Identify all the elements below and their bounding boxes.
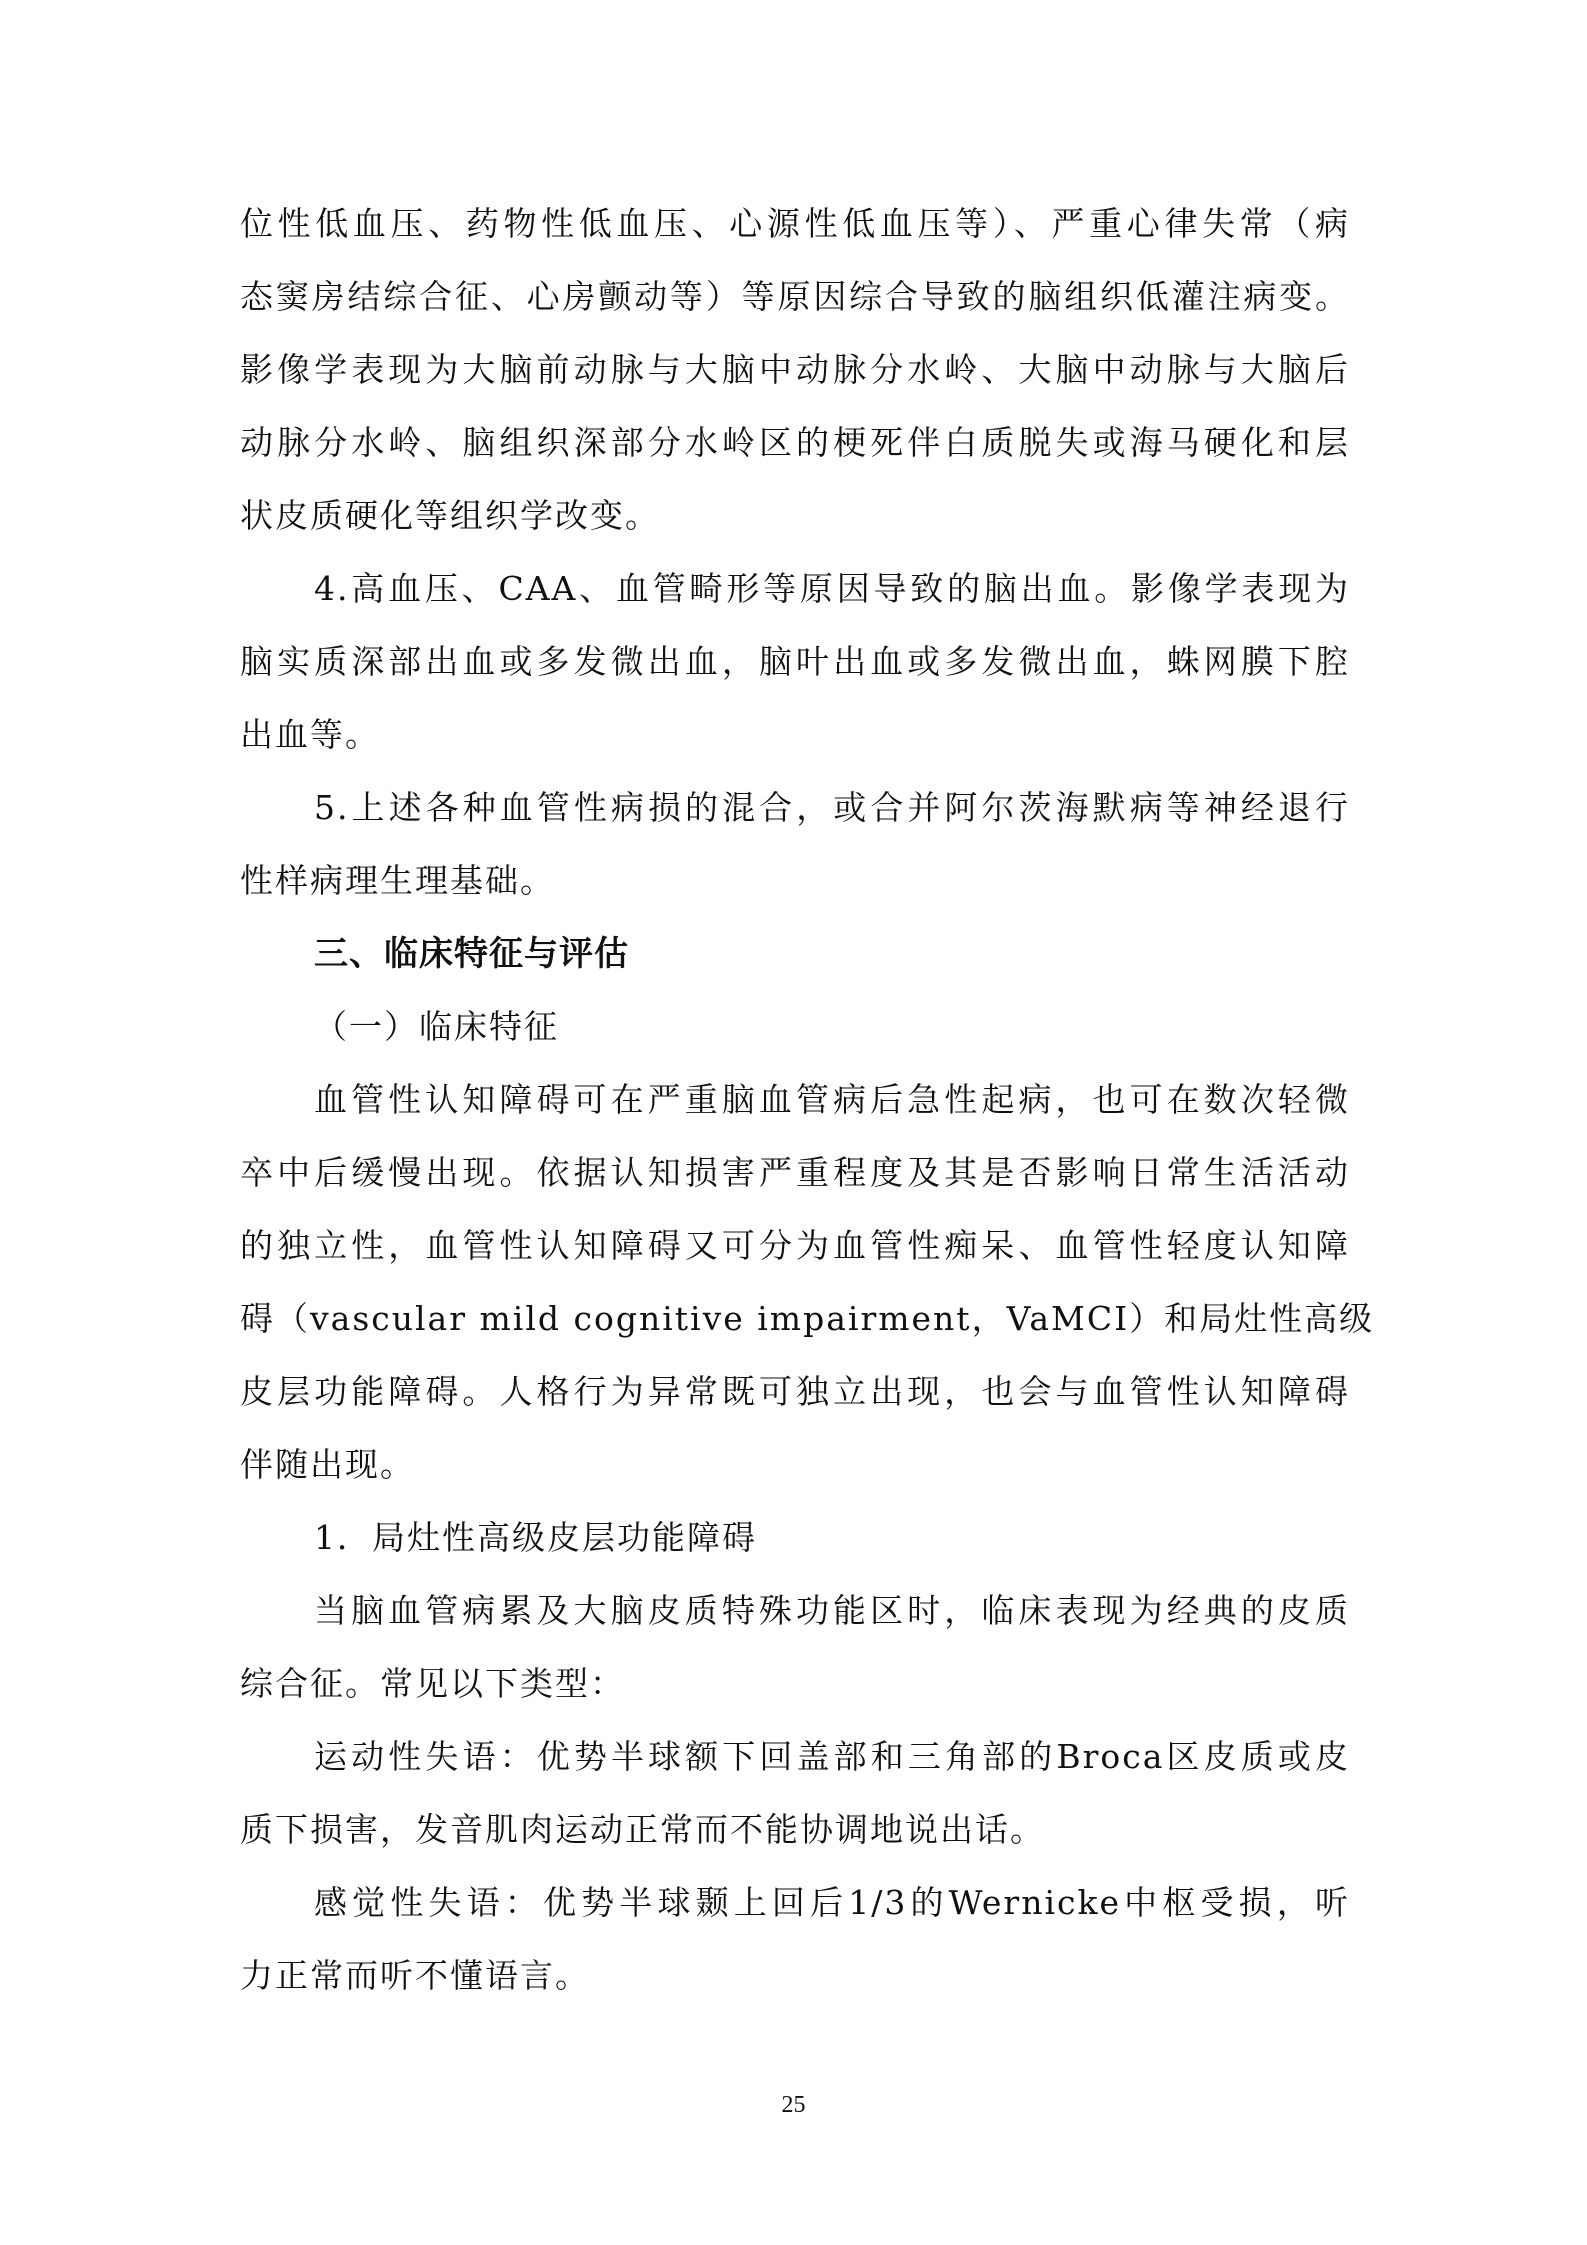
- paragraph-line: 感觉性失语：优势半球颞上回后1/3的Wernicke中枢受损，听: [314, 1883, 1350, 1922]
- paragraph-line: 态窦房结综合征、心房颤动等）等原因综合导致的脑组织低灌注病变。: [240, 277, 1350, 316]
- paragraph-line: 位性低血压、药物性低血压、心源性低血压等）、严重心律失常（病: [240, 204, 1350, 243]
- list-item-4: 4.高血压、CAA、血管畸形等原因导致的脑出血。影像学表现为: [314, 569, 1350, 608]
- list-item-5: 5.上述各种血管性病损的混合，或合并阿尔茨海默病等神经退行: [314, 788, 1350, 827]
- paragraph-line: 脑实质深部出血或多发微出血，脑叶出血或多发微出血，蛛网膜下腔: [240, 642, 1350, 681]
- paragraph-line: 动脉分水岭、脑组织深部分水岭区的梗死伴白质脱失或海马硬化和层: [240, 423, 1350, 462]
- paragraph-line: 性样病理生理基础。: [240, 861, 555, 900]
- paragraph-line: 皮层功能障碍。人格行为异常既可独立出现，也会与血管性认知障碍: [240, 1372, 1350, 1411]
- subsection-heading: （一）临床特征: [314, 1007, 559, 1046]
- paragraph-line: 血管性认知障碍可在严重脑血管病后急性起病，也可在数次轻微: [314, 1080, 1350, 1119]
- page-number: 25: [781, 2092, 806, 2118]
- paragraph-line: 状皮质硬化等组织学改变。: [240, 496, 660, 535]
- paragraph-line: 出血等。: [240, 715, 380, 754]
- paragraph-line: 卒中后缓慢出现。依据认知损害严重程度及其是否影响日常生活活动: [240, 1153, 1350, 1192]
- paragraph-line: 当脑血管病累及大脑皮质特殊功能区时，临床表现为经典的皮质: [314, 1591, 1350, 1630]
- paragraph-line: 碍（vascular mild cognitive impairment，VaMCI）和局灶性高级: [240, 1299, 1375, 1338]
- paragraph-line: 力正常而听不懂语言。: [240, 1956, 590, 1995]
- section-heading: 三、临床特征与评估: [314, 934, 629, 974]
- numbered-heading: 1．局灶性高级皮层功能障碍: [314, 1518, 757, 1557]
- paragraph-line: 综合征。常见以下类型：: [240, 1664, 625, 1703]
- paragraph-line: 的独立性，血管性认知障碍又可分为血管性痴呆、血管性轻度认知障: [240, 1226, 1350, 1265]
- paragraph-line: 伴随出现。: [240, 1445, 415, 1484]
- paragraph-line: 质下损害，发音肌肉运动正常而不能协调地说出话。: [240, 1810, 1045, 1849]
- paragraph-line: 运动性失语：优势半球额下回盖部和三角部的Broca区皮质或皮: [314, 1737, 1350, 1776]
- paragraph-line: 影像学表现为大脑前动脉与大脑中动脉分水岭、大脑中动脉与大脑后: [240, 350, 1350, 389]
